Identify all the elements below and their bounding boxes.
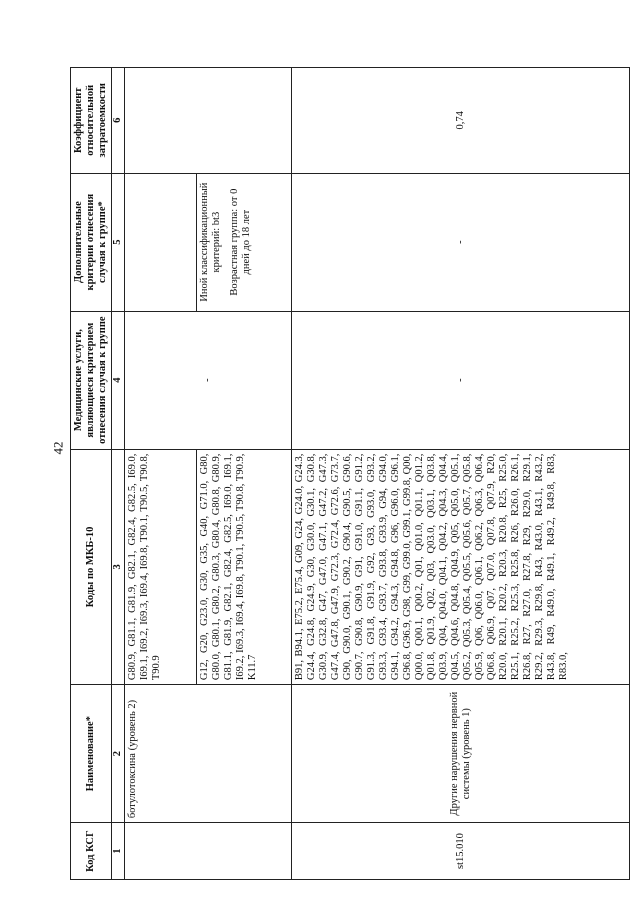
col-number: 6 [112,68,125,174]
header-coefficient: Коэффициент относительной затратоемкости [71,68,112,174]
rotated-table-container [70,67,630,880]
icd-codes-cell: G80.9, G81.1, G81.9, G82.1, G82.4, G82.5, I69.0, I69.1, I69.2, I69.3, I69.4, I69.8, T90.1, T90.5, T90.8, T90.9 [125,449,197,684]
page-number: 42 [50,441,66,455]
table-row [125,68,197,880]
icd-codes-cell: B91, B94.1, E75.2, E75.4, G09, G24, G24.0, G24.3, G24.4, G24.8, G24.9, G30, G30.0, G30.1, G30.8, G30.9, G32.8, G47, G47.0, G47.1, G47.2, G47.3, G47.4, G47.8, G47.9, G72.3, G72.4, G72.6, G73.7, G90, G90.0, G90.1, G90.2, G90.4, G90.5, G90.6, G90.7, G90.8, G90.9, G91, G91.0, G91.1, G91.2, G91.3, G91.8, G91.9, G92, G93, G93.0, G93.2, G93.3, G93.4, G93.7, G93.8, G93.9, G94, G94.0, G94.1, G94.2, G94.3, G94.8, G96, G96.0, G96.1, G96.8, G96.9, G98, G99, G99.0, G99.1, G99.8, Q00, Q00.0, Q00.1, Q00.2, Q01, Q01.0, Q01.1, Q01.2, Q01.8, Q01.9, Q02, Q03, Q03.0, Q03.1, Q03.8, Q03.9, Q04, Q04.0, Q04.1, Q04.2, Q04.3, Q04.4, Q04.5, Q04.6, Q04.8, Q04.9, Q05, Q05.0, Q05.1, Q05.2, Q05.3, Q05.4, Q05.5, Q05.6, Q05.7, Q05.8, Q05.9, Q06, Q06.0, Q06.1, Q06.2, Q06.3, Q06.4, Q06.8, Q06.9, Q07, Q07.0, Q07.8, Q07.9, R20, R20.0, R20.1, R20.2, R20.3, R20.8, R25, R25.0, R25.1, R25.2, R25.3, R25.8, R26, R26.0, R26.1, R26.8, R27, R27.0, R27.8, R29, R29.0, R29.1, R29.2, R29.3, R29.8, R43, R43.0, R43.1, R43.2, R43.8, R49, R49.0, R49.1, R49.2, R49.8, R83, R83.0, [292,449,630,684]
service-cell: - [125,311,292,449]
col-number: 1 [112,823,125,880]
coefficient-cell: 0,74 [292,68,630,174]
criteria-cell: - [292,173,630,311]
icd-codes-cell: G12, G20, G23.0, G30, G35, G40, G71.0, G80, G80.0, G80.1, G80.2, G80.3, G80.4, G80.8, G80.9, G81.1, G81.9, G82.1, G82.4, G82.5, I69.0, I69.1, I69.2, I69.3, I69.4, I69.8, T90.1, T90.5, T90.8, T90.9, K11.7 [197,449,292,684]
ksg-table [70,67,630,880]
header-icd-codes: Коды по МКБ-10 [71,449,112,684]
ksg-code-cell [125,823,292,880]
ksg-code-cell: st15.010 [292,823,630,880]
coefficient-cell [125,68,292,174]
col-number: 5 [112,173,125,311]
header-row [71,68,112,880]
header-medical-services: Медицинские услуги, являющиеся критерием отнесения случая к группе [71,311,112,449]
header-name: Наименование* [71,685,112,823]
col-number: 4 [112,311,125,449]
header-additional-criteria: Дополнительные критерии отнесения случая к группе* [71,173,112,311]
col-number: 3 [112,449,125,684]
col-number: 2 [112,685,125,823]
header-ksg-code: Код КСГ [71,823,112,880]
criteria-cell [125,173,197,311]
criteria-text: Иной классификационный критерий: bt3 [199,182,222,302]
column-number-row [112,68,125,880]
name-cell: Другие нарушения нервной системы (уровень 1) [292,685,630,823]
table-row [292,68,630,880]
criteria-cell [197,173,292,311]
criteria-text: Возрастная группа: от 0 дней до 18 лет [229,188,252,296]
name-cell: ботулотоксина (уровень 2) [125,685,292,823]
service-cell: - [292,311,630,449]
